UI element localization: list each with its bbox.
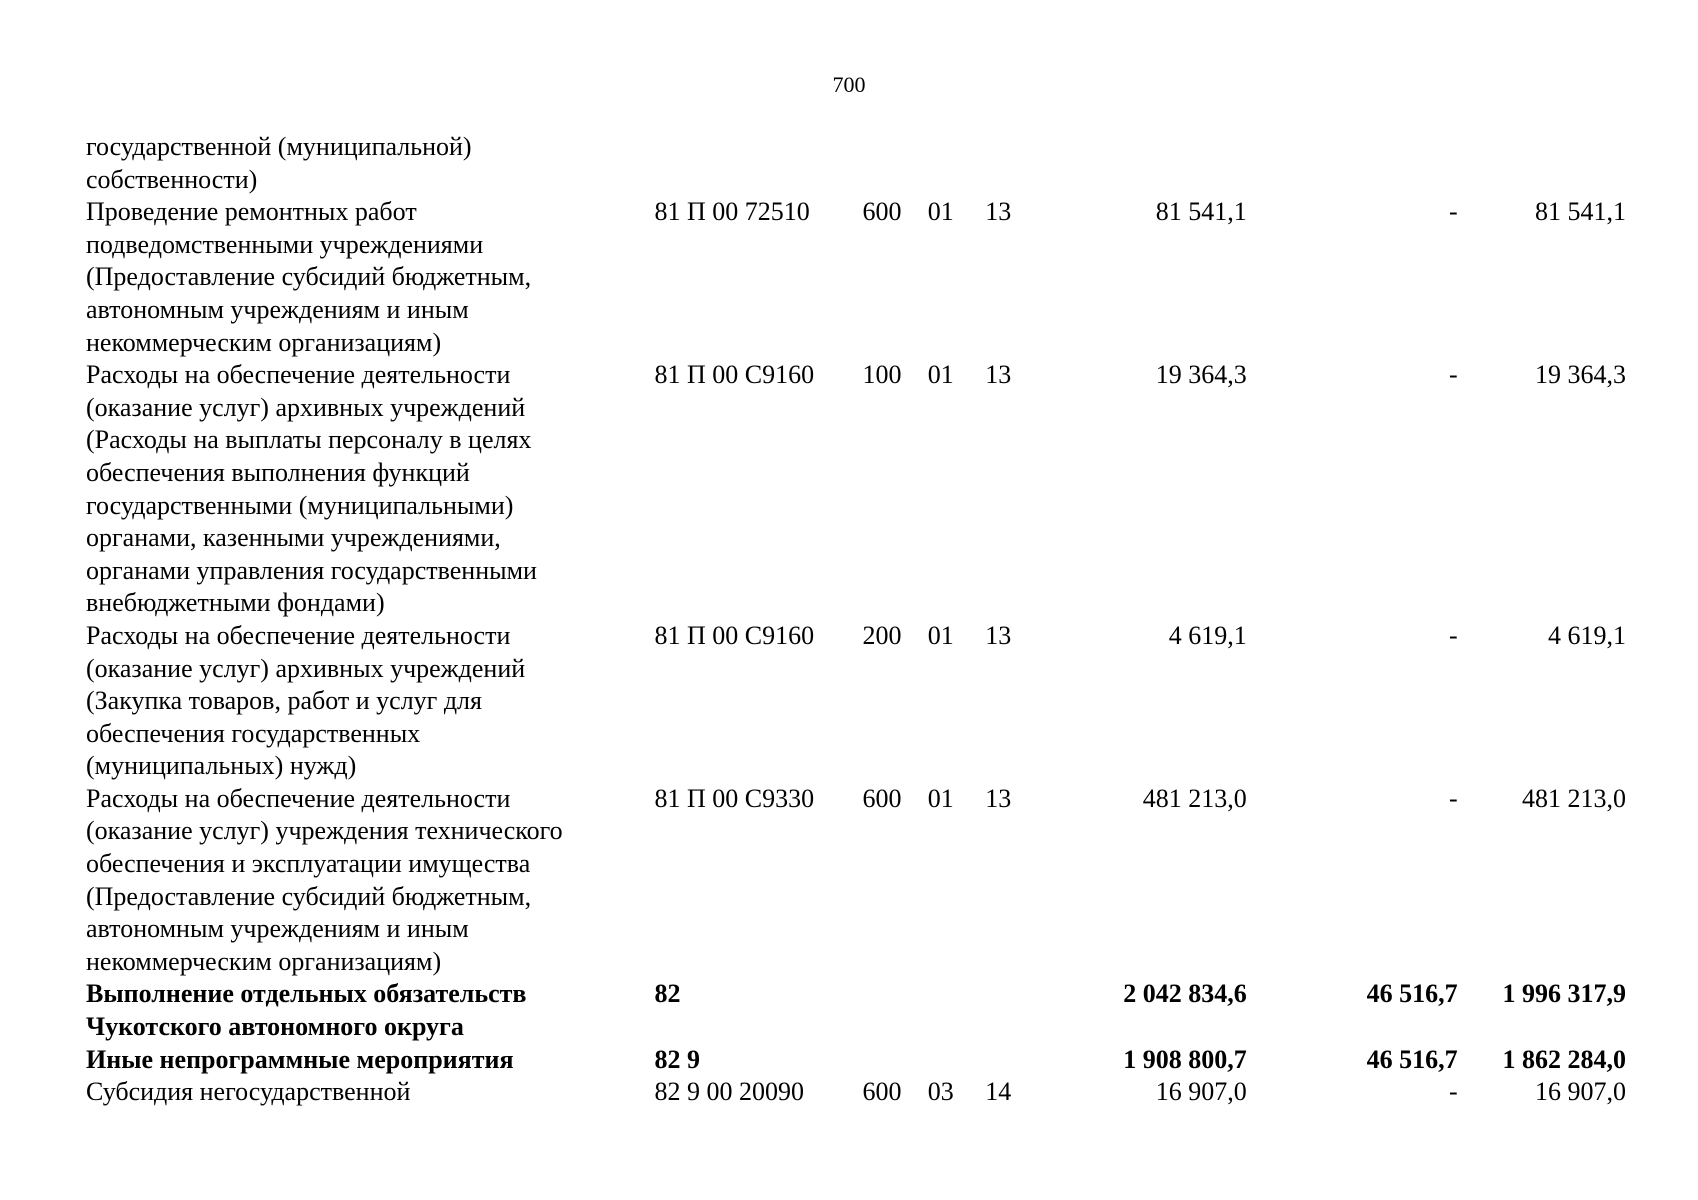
row-name: Субсидия негосударственной — [86, 1077, 411, 1107]
row-expense-type: 600 — [862, 1077, 902, 1107]
row-name: Выполнение отдельных обязательств Чукотского автономного округа — [86, 979, 527, 1042]
row-target-code: 82 9 — [654, 1044, 700, 1074]
row-name: Расходы на обеспечение деятельности (оказание услуг) архивных учреждений (Закупка товаров, работ и услуг для обеспечения государственных (муниципальных) нужд) — [86, 620, 526, 781]
row-name: Расходы на обеспечение деятельности (оказание услуг) архивных учреждений (Расходы на выплаты персоналу в целях обеспечения выполнения функций государственными (муниципальными) органами, казенными учреждениями, органами управления государственными внебюджетными фондами) — [86, 360, 537, 618]
row-subsection: 13 — [985, 197, 1012, 227]
budget-table — [86, 131, 1626, 1109]
row-federal-funds: - — [1448, 620, 1458, 650]
row-target-code: 81 П 00 С9160 — [654, 620, 815, 650]
row-own-funds: 81 541,1 — [1535, 197, 1626, 227]
row-section: 01 — [927, 620, 954, 650]
row-name: Иные непрограммные мероприятия — [86, 1044, 514, 1074]
row-expense-type: 600 — [862, 197, 902, 227]
row-expense-type: 600 — [862, 783, 902, 813]
row-section: 03 — [927, 1077, 954, 1107]
row-target-code: 81 П 00 72510 — [654, 197, 810, 227]
row-total: 19 364,3 — [1155, 360, 1247, 390]
row-expense-type: 100 — [862, 360, 902, 390]
row-name: Проведение ремонтных работ подведомственными учреждениями (Предоставление субсидий бюджетным, автономным учреждениям и иным некоммерческим организациям) — [86, 197, 532, 357]
row-federal-funds: 46 516,7 — [1366, 1044, 1458, 1074]
table-row — [86, 1076, 1626, 1109]
row-section: 01 — [927, 783, 954, 813]
row-name: государственной (муниципальной) собственности) — [86, 132, 472, 194]
row-expense-type: 200 — [862, 620, 902, 650]
row-subsection: 13 — [985, 783, 1012, 813]
row-total: 2 042 834,6 — [1123, 979, 1247, 1009]
table-row — [86, 978, 1626, 1043]
row-federal-funds: - — [1448, 1077, 1458, 1107]
row-section: 01 — [927, 197, 954, 227]
row-own-funds: 19 364,3 — [1535, 360, 1626, 390]
row-own-funds: 1 996 317,9 — [1502, 979, 1626, 1009]
row-total: 481 213,0 — [1142, 783, 1247, 813]
row-total: 1 908 800,7 — [1123, 1044, 1247, 1074]
table-row — [86, 359, 1626, 620]
row-subsection: 13 — [985, 620, 1012, 650]
row-own-funds: 481 213,0 — [1522, 783, 1626, 813]
table-row — [86, 783, 1626, 979]
row-total: 4 619,1 — [1168, 620, 1247, 650]
row-federal-funds: - — [1448, 783, 1458, 813]
row-federal-funds: - — [1448, 360, 1458, 390]
row-total: 81 541,1 — [1155, 197, 1247, 227]
row-own-funds: 16 907,0 — [1535, 1077, 1626, 1107]
row-subsection: 14 — [985, 1077, 1012, 1107]
row-section: 01 — [927, 360, 954, 390]
row-federal-funds: - — [1448, 197, 1458, 227]
row-target-code: 81 П 00 С9160 — [654, 360, 815, 390]
table-row — [86, 620, 1626, 783]
row-target-code: 82 — [654, 979, 681, 1009]
row-subsection: 13 — [985, 360, 1012, 390]
row-total: 16 907,0 — [1155, 1077, 1247, 1107]
row-name: Расходы на обеспечение деятельности (оказание услуг) учреждения технического обеспечения и эксплуатации имущества (Предоставление субсидий бюджетным, автономным учреждениям и иным некоммерческим организациям) — [86, 783, 563, 976]
row-federal-funds: 46 516,7 — [1366, 979, 1458, 1009]
row-own-funds: 4 619,1 — [1548, 620, 1626, 650]
row-own-funds: 1 862 284,0 — [1502, 1044, 1626, 1074]
table-row — [86, 196, 1626, 359]
page-number: 700 — [832, 72, 866, 97]
row-target-code: 82 9 00 20090 — [654, 1077, 804, 1107]
row-target-code: 81 П 00 С9330 — [654, 783, 815, 813]
table-row — [86, 131, 1626, 196]
table-row — [86, 1044, 1626, 1077]
